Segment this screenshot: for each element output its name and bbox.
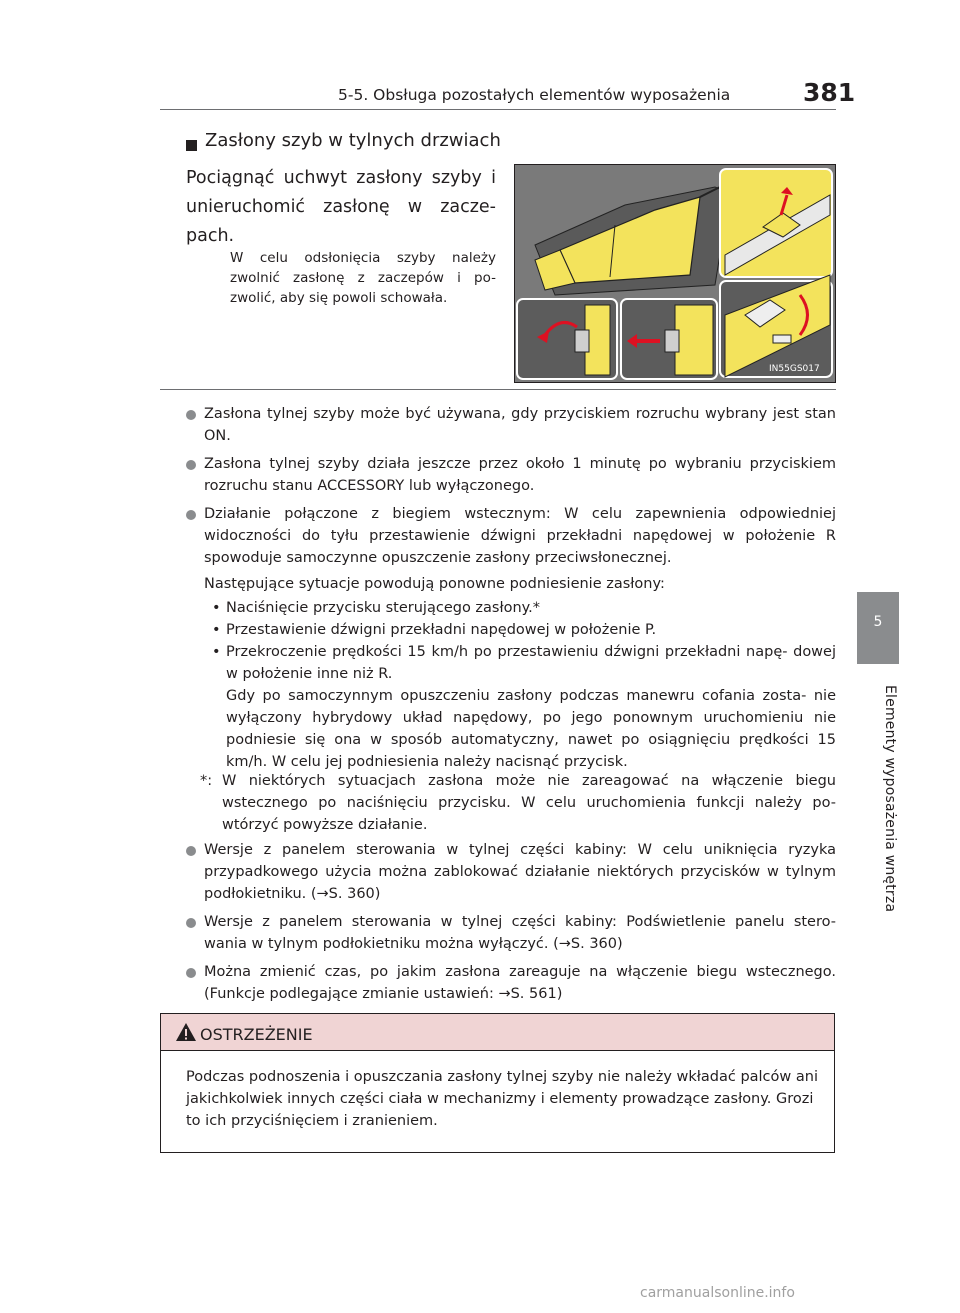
bullet-icon	[186, 918, 196, 928]
dot-icon: •	[212, 622, 221, 638]
page-number: 381	[803, 78, 856, 107]
watermark: carmanualsonline.info	[640, 1285, 795, 1301]
dot-icon: •	[212, 600, 221, 616]
sunshade-illustration	[514, 164, 836, 383]
illustration-code: IN55GS017	[769, 364, 820, 374]
instruction-text: Pociągnąć uchwyt zasłony szyby i unieruchomić zasłonę w zacze- pach.	[186, 168, 496, 246]
section-divider	[160, 389, 836, 390]
sub-list-item-text: Przekroczenie prędkości 15 km/h po przestawieniu dźwigni przekładni napę- dowej w położenie inne niż R.	[226, 644, 836, 682]
sub-list-item	[212, 619, 836, 641]
list-item: Zasłona tylnej szyby może być używana, gdy przyciskiem rozruchu wybrany jest stan ON.	[204, 406, 836, 444]
list-item: Można zmienić czas, po jakim zasłona zareaguje na włączenie biegu wstecznego. (Funkcje podlegające zmianie ustawień: →S. 561)	[204, 964, 836, 1002]
header-divider	[160, 109, 836, 110]
list-item: Zasłona tylnej szyby działa jeszcze przez około 1 minutę po wybraniu przyciskiem rozruchu stanu ACCESSORY lub wyłączonego.	[204, 456, 836, 494]
sub-list-continuation	[212, 685, 836, 773]
sub-list-item	[212, 641, 836, 685]
list-item: Wersje z panelem sterowania w tylnej części kabiny: W celu uniknięcia ryzyka przypadkowego użycia można zablokować działanie niektórych przycisków w tylnym podłokietniku. (→S. 360)	[204, 842, 836, 902]
instruction-note: W celu odsłonięcia szyby należy zwolnić zasłonę z zaczepów i po- zwolić, aby się powoli schowała.	[230, 250, 496, 306]
bullet-icon	[186, 410, 196, 420]
footnote	[200, 770, 836, 836]
chapter-number: 5	[873, 614, 883, 630]
warning-text: Podczas podnoszenia i opuszczania zasłony tylnej szyby nie należy wkładać palców ani jakichkolwiek innych części ciała w mechanizmy i elementy prowadzące zasłony. Grozi to ich przyciśnięciem i zranieniem.	[186, 1069, 818, 1129]
list-item: Wersje z panelem sterowania w tylnej części kabiny: Podświetlenie panelu stero- wania w tylnym podłokietniku można wyłączyć. (→S. 360)	[204, 914, 836, 952]
sub-list-item-text: Przestawienie dźwigni przekładni napędowej w położenie P.	[226, 622, 657, 638]
warning-title: OSTRZEŻENIE	[200, 1025, 313, 1044]
chapter-label: Elementy wyposażenia wnętrza	[882, 685, 898, 913]
reverse-intro: Następujące sytuacje powodują ponowne podniesienie zasłony:	[204, 576, 665, 592]
bullet-icon	[186, 968, 196, 978]
header-title: 5-5. Obsługa pozostałych elementów wyposażenia	[338, 86, 731, 104]
dot-icon: •	[212, 644, 221, 660]
list-item: Działanie połączone z biegiem wstecznym: W celu zapewnienia odpowiedniej widoczności do tyłu przestawienie dźwigni przekładni napędowej w położenie R spowoduje samoczynne opuszczenie zasłony przeciwsłonecznej.	[204, 506, 836, 566]
bullet-icon	[186, 846, 196, 856]
continuation-text: Gdy po samoczynnym opuszczeniu zasłony podczas manewru cofania zosta- nie wyłączony hybrydowy układ napędowy, po jego ponownym uruchomieniu nie podniesie się ona w sposób automatyczny, nawet po osiągnięciu prędkości 15 km/h. W celu jej podniesienia należy nacisnąć przycisk.	[226, 688, 836, 770]
sunshade-drawing	[515, 165, 835, 382]
sub-list-item-text: Naciśnięcie przycisku sterującego zasłony.*	[226, 600, 541, 616]
bullet-icon	[186, 460, 196, 470]
sub-list-item	[212, 597, 836, 619]
footnote-text: W niektórych sytuacjach zasłona może nie zareagować na włączenie biegu wstecznego po naciśnięciu przycisku. W celu uruchomienia funkcji należy po- wtórzyć powyższe działanie.	[222, 773, 836, 833]
warning-triangle-icon	[175, 1022, 197, 1042]
bullet-icon	[186, 510, 196, 520]
section-title: Zasłony szyb w tylnych drzwiach	[205, 130, 501, 151]
chapter-tab	[857, 592, 899, 664]
footnote-mark: *:	[200, 773, 213, 789]
square-bullet-icon	[186, 140, 197, 151]
